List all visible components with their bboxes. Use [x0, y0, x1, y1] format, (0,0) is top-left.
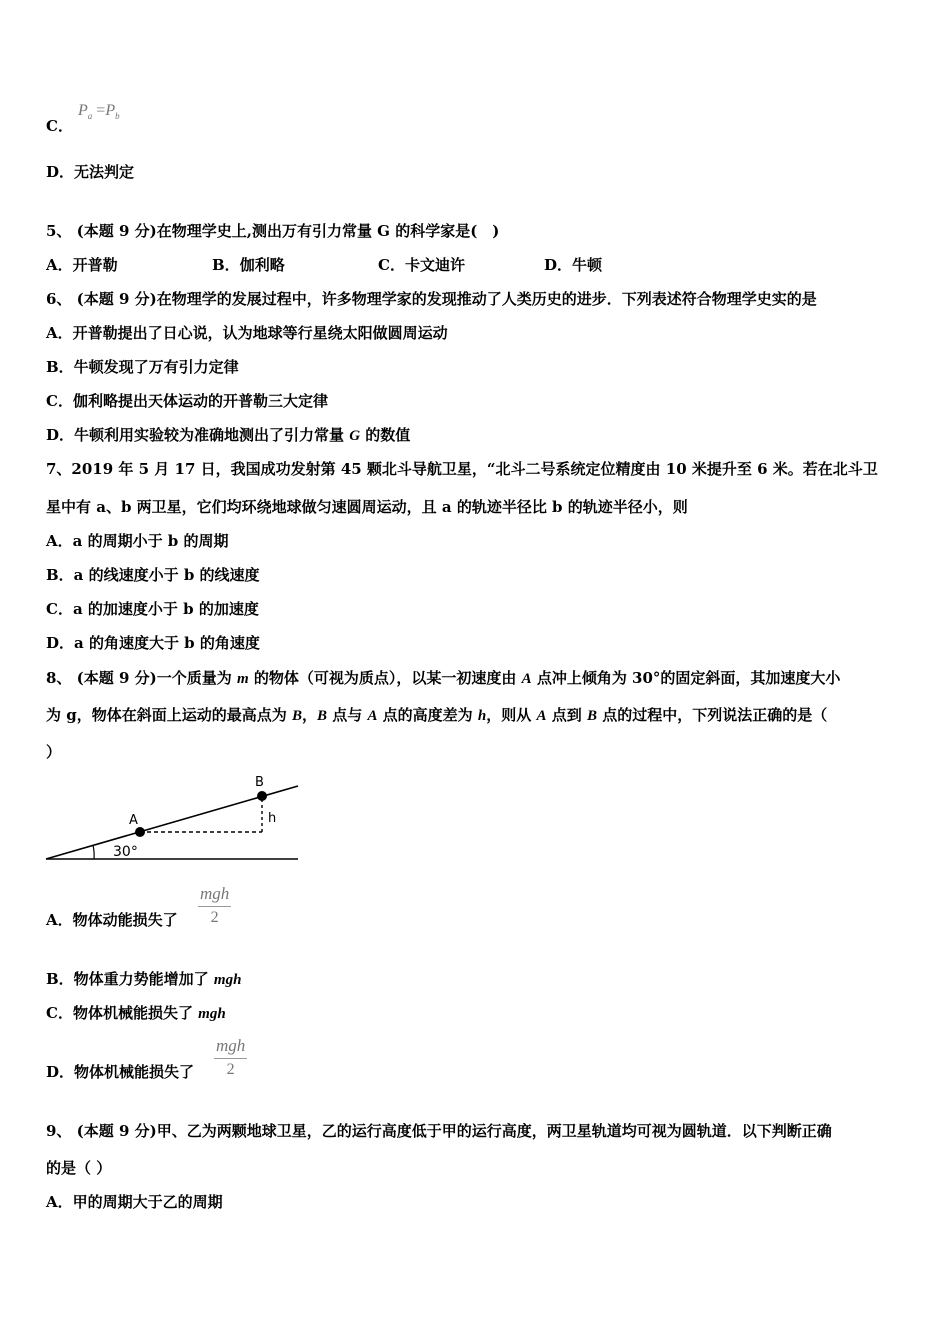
q6-option-b: B．牛顿发现了万有引力定律	[46, 358, 239, 376]
q6-option-a: A．开普勒提出了日心说，认为地球等行星绕太阳做圆周运动	[46, 324, 448, 342]
q8-option-c: C．物体机械能损失了 mgh	[46, 1004, 226, 1022]
q7-stem-line1: 7、2019 年 5 月 17 日，我国成功发射第 45 颗北斗导航卫星，“北斗二号系统定位精度由 10 米提升至 6 米。若在北斗卫	[46, 460, 878, 478]
q4-option-c-formula: $P_a =P_b$	[78, 102, 120, 122]
q8-option-a-fraction: mgh 2	[200, 884, 230, 926]
q8-option-d-fraction: mgh 2	[216, 1036, 246, 1078]
q9-stem-line1: 9、 (本题 9 分)甲、乙为两颗地球卫星，乙的运行高度低于甲的运行高度，两卫星轨道均可视为圆轨道．以下判断正确	[46, 1122, 832, 1140]
q6-option-c: C．伽利略提出天体运动的开普勒三大定律	[46, 392, 328, 410]
q5-option-a: A．开普勒	[46, 256, 118, 274]
label-a: A	[129, 813, 138, 828]
label-b: B	[255, 775, 264, 790]
q8-option-d: D．物体机械能损失了	[46, 1063, 195, 1081]
q5-option-d: D．牛顿	[544, 256, 603, 274]
q5-option-c: C．卡文迪许	[378, 256, 465, 274]
q7-option-b: B．a 的线速度小于 b 的线速度	[46, 566, 260, 584]
q7-option-a: A．a 的周期小于 b 的周期	[46, 532, 229, 550]
q5-stem: 5、 (本题 9 分)在物理学史上,测出万有引力常量 G 的科学家是( )	[46, 222, 500, 240]
q4-option-d: D．无法判定	[46, 163, 135, 181]
label-angle: 30°	[113, 844, 138, 860]
q7-stem-line2: 星中有 a、b 两卫星，它们均环绕地球做匀速圆周运动，且 a 的轨迹半径比 b 的轨迹半径小，则	[46, 498, 688, 516]
q8-stem-line1: 8、 (本题 9 分)一个质量为 m 的物体（可视为质点），以某一初速度由 A 点冲上倾角为 30°的固定斜面，其加速度大小	[46, 669, 841, 687]
q5-option-b: B．伽利略	[212, 256, 285, 274]
q9-stem-line2: 的是（ ）	[46, 1159, 112, 1177]
point-a	[135, 827, 145, 837]
label-h: h	[268, 811, 277, 826]
q5-options	[46, 255, 906, 275]
q7-option-c: C．a 的加速度小于 b 的加速度	[46, 600, 259, 618]
q8-option-a: A．物体动能损失了	[46, 911, 178, 929]
q8-option-b: B．物体重力势能增加了 mgh	[46, 970, 242, 988]
incline-figure	[44, 770, 302, 865]
q6-stem: 6、 (本题 9 分)在物理学的发展过程中，许多物理学家的发现推动了人类历史的进步．下列表述符合物理学史实的是	[46, 290, 817, 308]
q9-option-a: A．甲的周期大于乙的周期	[46, 1193, 223, 1211]
q4-option-c	[46, 116, 73, 136]
q6-option-d: D．牛顿利用实验较为准确地测出了引力常量 G 的数值	[46, 426, 411, 444]
q8-stem-line2: 为 g，物体在斜面上运动的最高点为 B，B 点与 A 点的高度差为 h，则从 A 点到 B 点的过程中，下列说法正确的是（	[46, 706, 828, 724]
q8-stem-line3: ）	[46, 743, 62, 761]
point-b	[257, 791, 267, 801]
angle-arc	[93, 845, 94, 859]
q7-option-d: D．a 的角速度大于 b 的角速度	[46, 634, 260, 652]
option-label: C．	[46, 117, 73, 135]
